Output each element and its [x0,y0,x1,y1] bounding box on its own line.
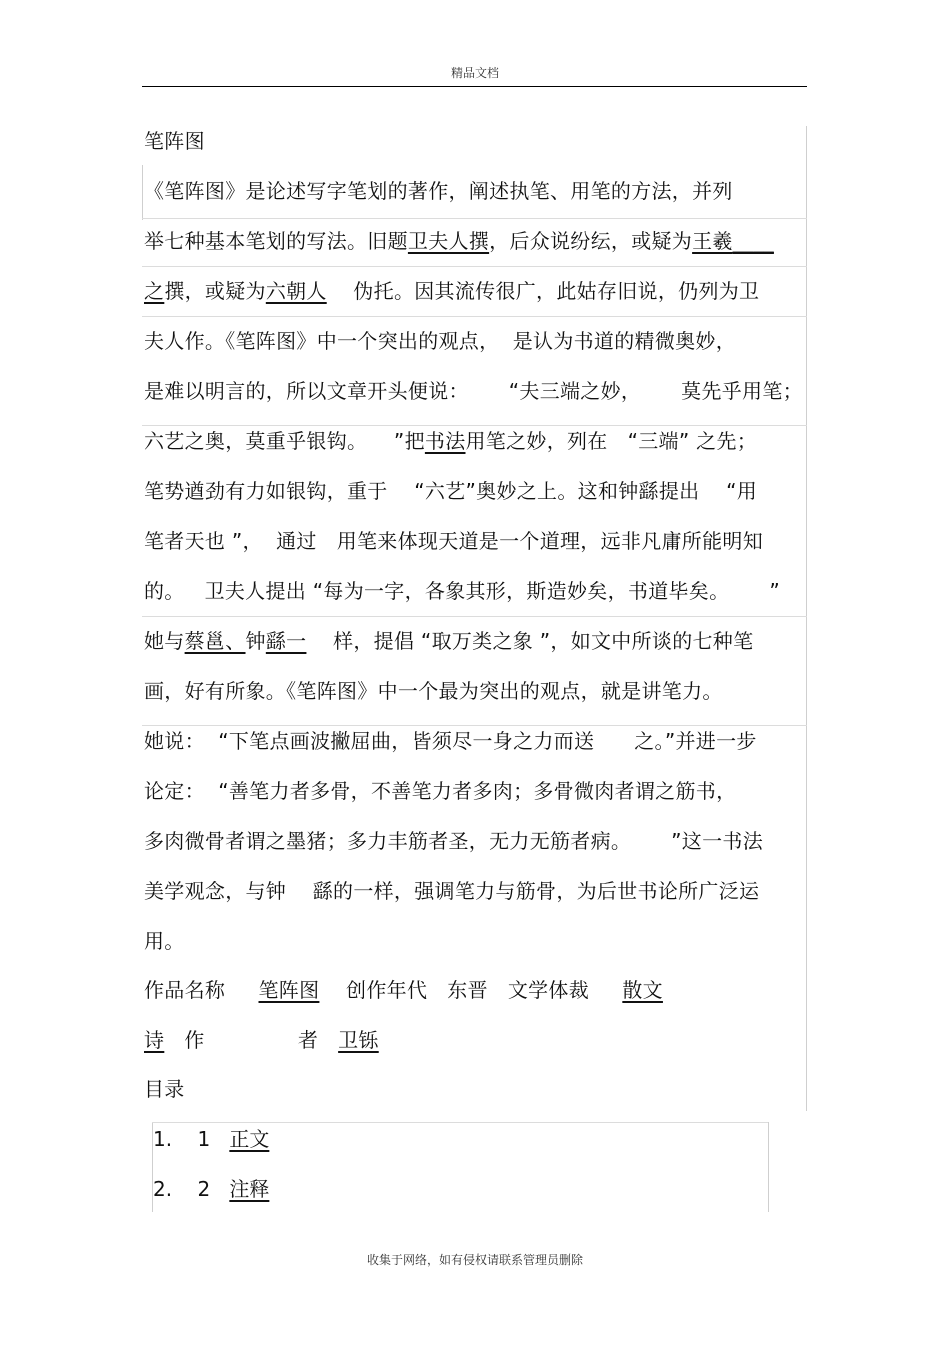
info-row-1 [144,976,663,1004]
body-line [144,527,763,555]
text-segment: 夫人作。《笔阵图》中一个突出的观点， 是认为书道的精微奥妙， [144,329,737,353]
body-line [144,877,759,905]
toc-item-sub: 1 [197,1127,211,1151]
body-line [144,177,733,205]
body-line [144,827,763,855]
text-segment: 举七种基本笔划的写法。旧题 [144,229,408,253]
toc-item-number: 1. [153,1127,173,1151]
toc-item [153,1125,269,1153]
body-line [144,577,780,605]
genre-label: 文学体裁 [507,978,590,1002]
author-label-a: 作 [184,1028,205,1052]
table-rule [142,316,807,317]
text-segment: 是难以明言的，所以文章开头便说： “夫三端之妙， 莫先乎用笔； [144,379,803,403]
inline-link[interactable]: 王羲 [692,229,733,253]
text-segment: 用笔之妙，列在 “三端” 之先； [465,429,758,453]
body-line [144,677,723,705]
header-rule [142,86,807,87]
text-segment: 样，提倡 “取万类之象 ”，如文中所谈的七种笔 [306,629,754,653]
toc-item [153,1175,269,1203]
body-line [144,627,753,655]
info-row-2 [144,1026,379,1054]
table-rule [142,725,807,726]
era-value: 东晋 [447,978,488,1002]
body-line [144,277,759,305]
genre-value-link[interactable]: 散文 [622,978,663,1002]
toc-item-sub: 2 [197,1177,211,1201]
text-segment: 的。 卫夫人提出 “每为一字，各象其形，斯造妙矣，书道毕矣。 ” [144,579,780,603]
text-segment: 伪托。因其流传很广，此姑存旧说，仍列为卫 [326,279,760,303]
table-rule [142,616,807,617]
table-rule [142,425,807,426]
body-line [144,477,757,505]
toc-border-right [768,1122,769,1212]
genre-value-cont-link[interactable]: 诗 [144,1028,165,1052]
page-header: 精品文档 [450,66,499,80]
inline-link[interactable]: ____ [732,229,774,253]
text-segment: 笔者天也 ”， 通过 用笔来体现天道是一个道理，远非凡庸所能明知 [144,529,764,553]
body-line [144,927,185,955]
text-segment: 美学观念，与钟 繇的一样，强调笔力与筋骨，为后世书论所广泛运 [144,879,760,903]
toc-link-notes[interactable]: 注释 [229,1177,270,1201]
author-value-link[interactable]: 卫铄 [338,1028,379,1052]
text-segment: 用。 [144,929,185,953]
text-segment: 钟 [245,629,266,653]
text-segment: 画，好有所象。《笔阵图》中一个最为突出的观点，就是讲笔力。 [144,679,723,703]
text-segment: 论定： “善笔力者多骨，不善笔力者多肉；多骨微肉者谓之筋书， [144,779,737,803]
author-label-b: 者 [297,1028,319,1052]
body-line [144,727,757,755]
era-label: 创作年代 [346,978,428,1002]
table-rule [142,218,807,219]
body-line [144,227,774,255]
article-title: 笔阵图 [144,129,205,153]
name-label: 作品名称 [144,978,226,1002]
body-line [144,327,736,355]
toc-link-body[interactable]: 正文 [229,1127,270,1151]
inline-link[interactable]: 卫夫人撰 [407,229,490,253]
inline-link[interactable]: 繇一 [265,629,307,653]
table-border-right [806,126,807,1111]
text-segment: 笔势遒劲有力如银钩，重于 “六艺”奥妙之上。这和钟繇提出 “用 [144,479,758,503]
page-footer: 收集于网络，如有侵权请联系管理员删除 [366,1253,583,1267]
text-segment: 六艺之奥，莫重乎银钩。 ”把 [144,429,425,453]
toc-heading: 目录 [144,1077,185,1101]
text-segment: 她与 [144,629,185,653]
table-border-left [142,165,143,220]
inline-link[interactable]: 书法 [424,429,466,453]
inline-link[interactable]: 六朝人 [265,279,327,303]
body-line [144,427,757,455]
text-segment: 《笔阵图》是论述写字笔划的著作，阐述执笔、用笔的方法，并列 [144,179,733,203]
text-segment: 她说： “下笔点画波撇屈曲，皆须尽一身之力而送 之。”并进一步 [144,729,757,753]
toc-border-top [152,1122,768,1123]
inline-link[interactable]: 蔡邕、 [184,629,246,653]
text-segment: 撰，或疑为 [164,279,266,303]
body-line [144,777,736,805]
text-segment: 多肉微骨者谓之墨猪；多力丰筋者圣，无力无筋者病。 ”这一书法 [144,829,764,853]
toc-item-number: 2. [153,1177,173,1201]
inline-link[interactable]: 之 [144,279,165,303]
table-rule [142,266,807,267]
body-line [144,377,803,405]
name-value-link[interactable]: 笔阵图 [258,978,320,1002]
text-segment: ，后众说纷纭，或疑为 [489,229,693,253]
